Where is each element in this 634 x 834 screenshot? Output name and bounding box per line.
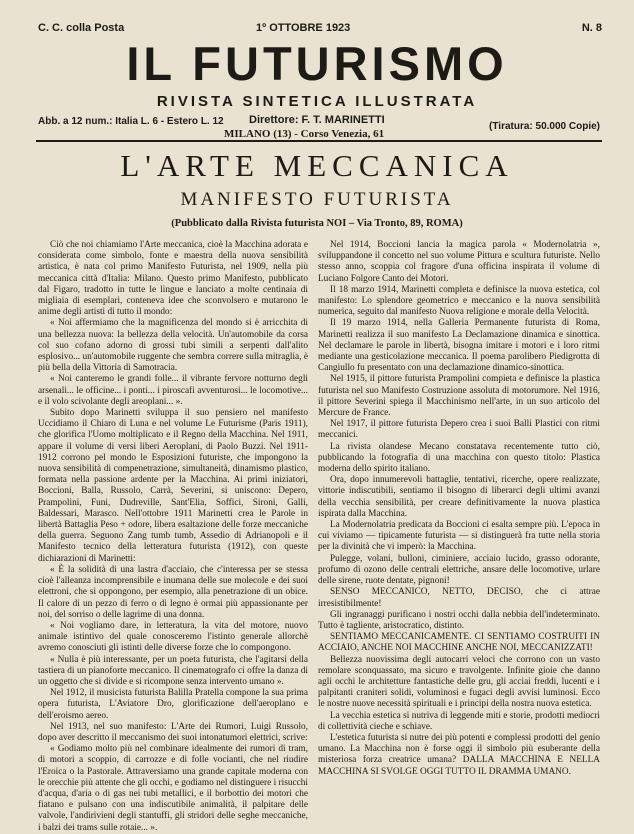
masthead-subtitle: RIVISTA SINTETICA ILLUSTRATA bbox=[156, 93, 478, 110]
issue-number: N. 8 bbox=[581, 22, 602, 34]
paragraph: La rivista olandese Mecano constatava recentemente tutto ciò, pubblicando la fotografia di una macchina con questo titolo: Plastica moderna dello spirito italiano. bbox=[318, 441, 600, 475]
paragraph: Subito dopo Marinetti sviluppa il suo pensiero nel manifesto Uccidiamo il Chiaro di Luna e nel volume Le Futurisme (Paris 1911), che glorifica l'Uomo moltiplicato e il Regno della Macchina. Nel 1911, appare il volume di versi liberi Aeroplani, di Paolo Buzzi. Nel 1911-1912 corrono pel mondo le Esposizioni futuriste, che impongono la nuova sensibilità di compenetrazione, simultaneità, dinamismo plastico, formata nella passione ardente per la Macchina. Ai primi iniziatori, Boccioni, Balla, Russolo, Carrà, Severini, si uniscono: Depero, Prampolini, Funi, Dudreville, Sant'Elia, Soffici, Sironi, Galli, Baldessari, Marasco. Nell'ottobre 1911 Marinetti crea le Parole in libertà Battaglia Peso + odore, libera esaltazione delle forze meccaniche della guerra. Seguono Zang tumb tumb, Assedio di Adrianopoli e il Manifesto tecnico della letteratura futurista (1912), con queste dichiarazioni di Marinetti: bbox=[38, 408, 308, 564]
postal-note: C. C. colla Posta bbox=[38, 22, 125, 34]
article-column-left bbox=[38, 240, 308, 833]
issue-date: 1º OTTOBRE 1923 bbox=[256, 22, 351, 34]
paragraph: Pulegge, volani, bulloni, ciminiere, acciaio lucido, grasso odorante, profumo di ozono delle centrali elettriche, ansare delle locomotive, urlare delle sirene, ruote dentate, pignoni! bbox=[318, 553, 600, 587]
paragraph: L'estetica futurista si nutre dei più potenti e complessi prodotti del genio umano. La Macchina non è forse oggi il simbolo più esuberante della misteriosa forza creatrice umana? DALLA MACCHINA E NELLA MACCHINA SI SVOLGE OGGI TUTTO IL DRAMMA UMANO. bbox=[318, 732, 600, 777]
header-rule bbox=[36, 140, 602, 142]
paragraph: « Noi vogliamo dare, in letteratura, la vita del motore, nuovo animale istintivo del quale conosceremo l'istinto generale allorchè avremo conosciuti gli istinti delle diverse forze che lo compongono. bbox=[38, 620, 308, 654]
paragraph: Nel 1915, il pittore futurista Prampolini compieta e definisce la plastica futurista nel suo Manifesto Costruzione assoluta di motorumore. Nel 1916, il pittore Severini spiega il Macchinismo nell'arte, in un suo articolo del Mercure de France. bbox=[318, 374, 600, 419]
address-info: MILANO (13) - Corso Venezia, 61 bbox=[224, 128, 385, 140]
paragraph: « Nulla è più interessante, per un poeta futurista, che l'agitarsi della tastiera di un pianoforte meccanico. Il cinematografo ci offre la danza di un oggetto che si divide e si ricompone senza intervento umano ». bbox=[38, 654, 308, 687]
paragraph: Il 18 marzo 1914, Marinetti completa e definisce la nuova estetica, col manifesto: Lo splendore geometrico e meccanico e la nuova sensibilità numerica, seguito dal manifesto Nuova religione e morale della Velocità. bbox=[318, 284, 600, 318]
paragraph: Gli ingranaggi purificano i nostri occhi dalla nebbia dell'indeterminato. Tutto è tagliente, aristocratico, distinto. bbox=[318, 609, 600, 631]
paragraph: Ora, dopo innumerevoli battaglie, tentativi, ricerche, opere realizzate, vittorie indiscutibili, sentiamo il bisogno di liberarci degli ultimi avanzi della vecchia sensibilità, per creare definitivamente la nuova plastica ispirata dalla Macchina. bbox=[318, 475, 600, 519]
subscription-info: Abb. a 12 num.: Italia L. 6 - Estero L. 12 bbox=[38, 116, 224, 127]
paragraph: SENTIAMO MECCANICAMENTE. CI SENTIAMO COSTRUITI IN ACCIAIO, ANCHE NOI MACCHINE ANCHE NOI, MECCANIZZATI! bbox=[318, 632, 600, 654]
director-info: Direttore: F. T. MARINETTI bbox=[249, 114, 385, 126]
paragraph: Nel 1917, il pittore futurista Depero crea i suoi Balli Plastici con ritmi meccanici. bbox=[318, 419, 600, 441]
paragraph: La Modernolatria predicata da Boccioni ci esalta sempre più. L'epoca in cui viviamo — tipicamente futurista — si distinguerà fra tutte nella storia per la divinità che vi imperò: la Macchina. bbox=[318, 520, 600, 553]
article-title: L'ARTE MECCANICA bbox=[120, 148, 514, 183]
article-subtitle: MANIFESTO FUTURISTA bbox=[180, 189, 454, 210]
paragraph: « È la solidità di una lastra d'acciaio, che c'interessa per se stessa cioè l'alleanza incomprensibile e inumana delle sue molecole e dei suoi elettroni, che si oppongono, per esempio, alla penetrazione di un obice. Il calore di un pezzo di ferro o di legno è ormai più appassionante per noi, del sorriso o delle lagrime di una donna. bbox=[38, 564, 308, 620]
top-meta-line bbox=[38, 22, 602, 36]
article-source-note: (Pubblicato dalla Rivista futurista NOI – Via Tronto, 89, ROMA) bbox=[171, 218, 463, 229]
masthead-title: IL FUTURISMO bbox=[126, 37, 508, 90]
paragraph: Nel 1913, nel suo manifesto: L'Arte dei Rumori, Luigi Russolo, dopo aver descritto il meccanismo dei suoi intonatumori elettrici, scrive: bbox=[38, 721, 308, 743]
paragraph: Ciò che noi chiamiamo l'Arte meccanica, cioè la Macchina adorata e considerata come simbolo, fonte e maestra della nuova sensibilità artistica, è nata col primo Manifesto Futurista, nel 1909, nella più meccanica città d'Italia: Milano. Questo primo Manifesto, pubblicato dal Figaro, tradotto in tutte le lingue e lanciato a molte centinaia di migliaia di esemplari, conteneva idee che sconvolsero e mutarono le anime degli artisti di tutto il mondo: bbox=[38, 240, 308, 318]
paragraph: Il 19 marzo 1914, nella Galleria Permanente futurista di Roma, Marinetti realizza il suo manifesto La Declamazione dinamica e sinottica. Nel declamare le parole in libertà, bisogna imitare i motori e i loro ritmi mediante una gesticolazione meccanica. Il poema parolibero Piedigrotta di Cangiullo fu presentato con una declamazione dinamico-sinottica. bbox=[318, 318, 600, 374]
paragraph: « Godiamo molto più nel combinare idealmente dei rumori di tram, di motori a scoppio, di carrozze e di folle vocianti, che nel riudire l'Eroica o la Pastorale. Attraversiamo una grande capitale moderna con le orecchie più attente che gli occhi, e godiamo nel distinguere i risucchi d'acqua, d'aria o di gas nei tubi metallici, e il borbottio dei motori che fiatano e pulsano con una indiscutibile animalità, il palpitare delle valvole, l'andirivieni degli stantuffi, gli stridori delle seghe meccaniche, i balzi dei trams sulle rotaie... ». bbox=[38, 744, 308, 833]
paragraph: Nel 1914, Boccioni lancia la magica parola « Modernolatria », sviluppandone il concetto nel suo volume Pittura e scultura futuriste. Nello stesso anno, scoppia col fragore d'una officina inspirata il volume di Luciano Folgore Canto dei Motori. bbox=[318, 240, 600, 284]
paragraph: « Noi canteremo le grandi folle... il vibrante fervore notturno degli arsenali... le officine... i ponti... i piroscafi avventurosi... le locomotive... e il volo scivolante degli areoplani... ». bbox=[38, 374, 308, 407]
paragraph: « Noi affermiamo che la magnificenza del mondo si è arricchita di una bellezza nuova: la bellezza della velocità. Un'automobile da corsa col suo cofano adorno di grossi tubi simili a serpenti dall'alito esplosivo... un'automobile ruggente che sembra correre sulla mitraglia, è più bella della Vittoria di Samotracia. bbox=[38, 318, 308, 374]
paragraph: Bellezza nuovissima degli autocarri veloci che corrono con un vasto remolare sconquassato, ma sicuro e travolgente. Infinite gioie che danno agli occhi le architetture fantastiche delle gru, gli acciai freddi, lucenti e i palpitanti craniteri solidi, voluminosi e fugaci degli avvisi luminosi. Ecco le nostre nuove necessità spirituali e i principi della nostra nuova estetica. bbox=[318, 654, 600, 710]
circulation-info: (Tiratura: 50.000 Copie) bbox=[489, 121, 600, 132]
paragraph: La vecchia estetica si nutriva di leggende miti e storie, prodotti mediocri di collettività cieche e schiave. bbox=[318, 710, 600, 732]
paragraph: Nel 1912, il musicista futurista Balilla Pratella compone la sua prima opera futurista, L'Aviatore Dro, glorificazione dell'aeroplano e dell'eroismo aereo. bbox=[38, 688, 308, 721]
article-column-right bbox=[318, 240, 600, 785]
paragraph: SENSO MECCANICO, NETTO, DECISO, che ci attrae irresistibilmente! bbox=[318, 587, 600, 609]
